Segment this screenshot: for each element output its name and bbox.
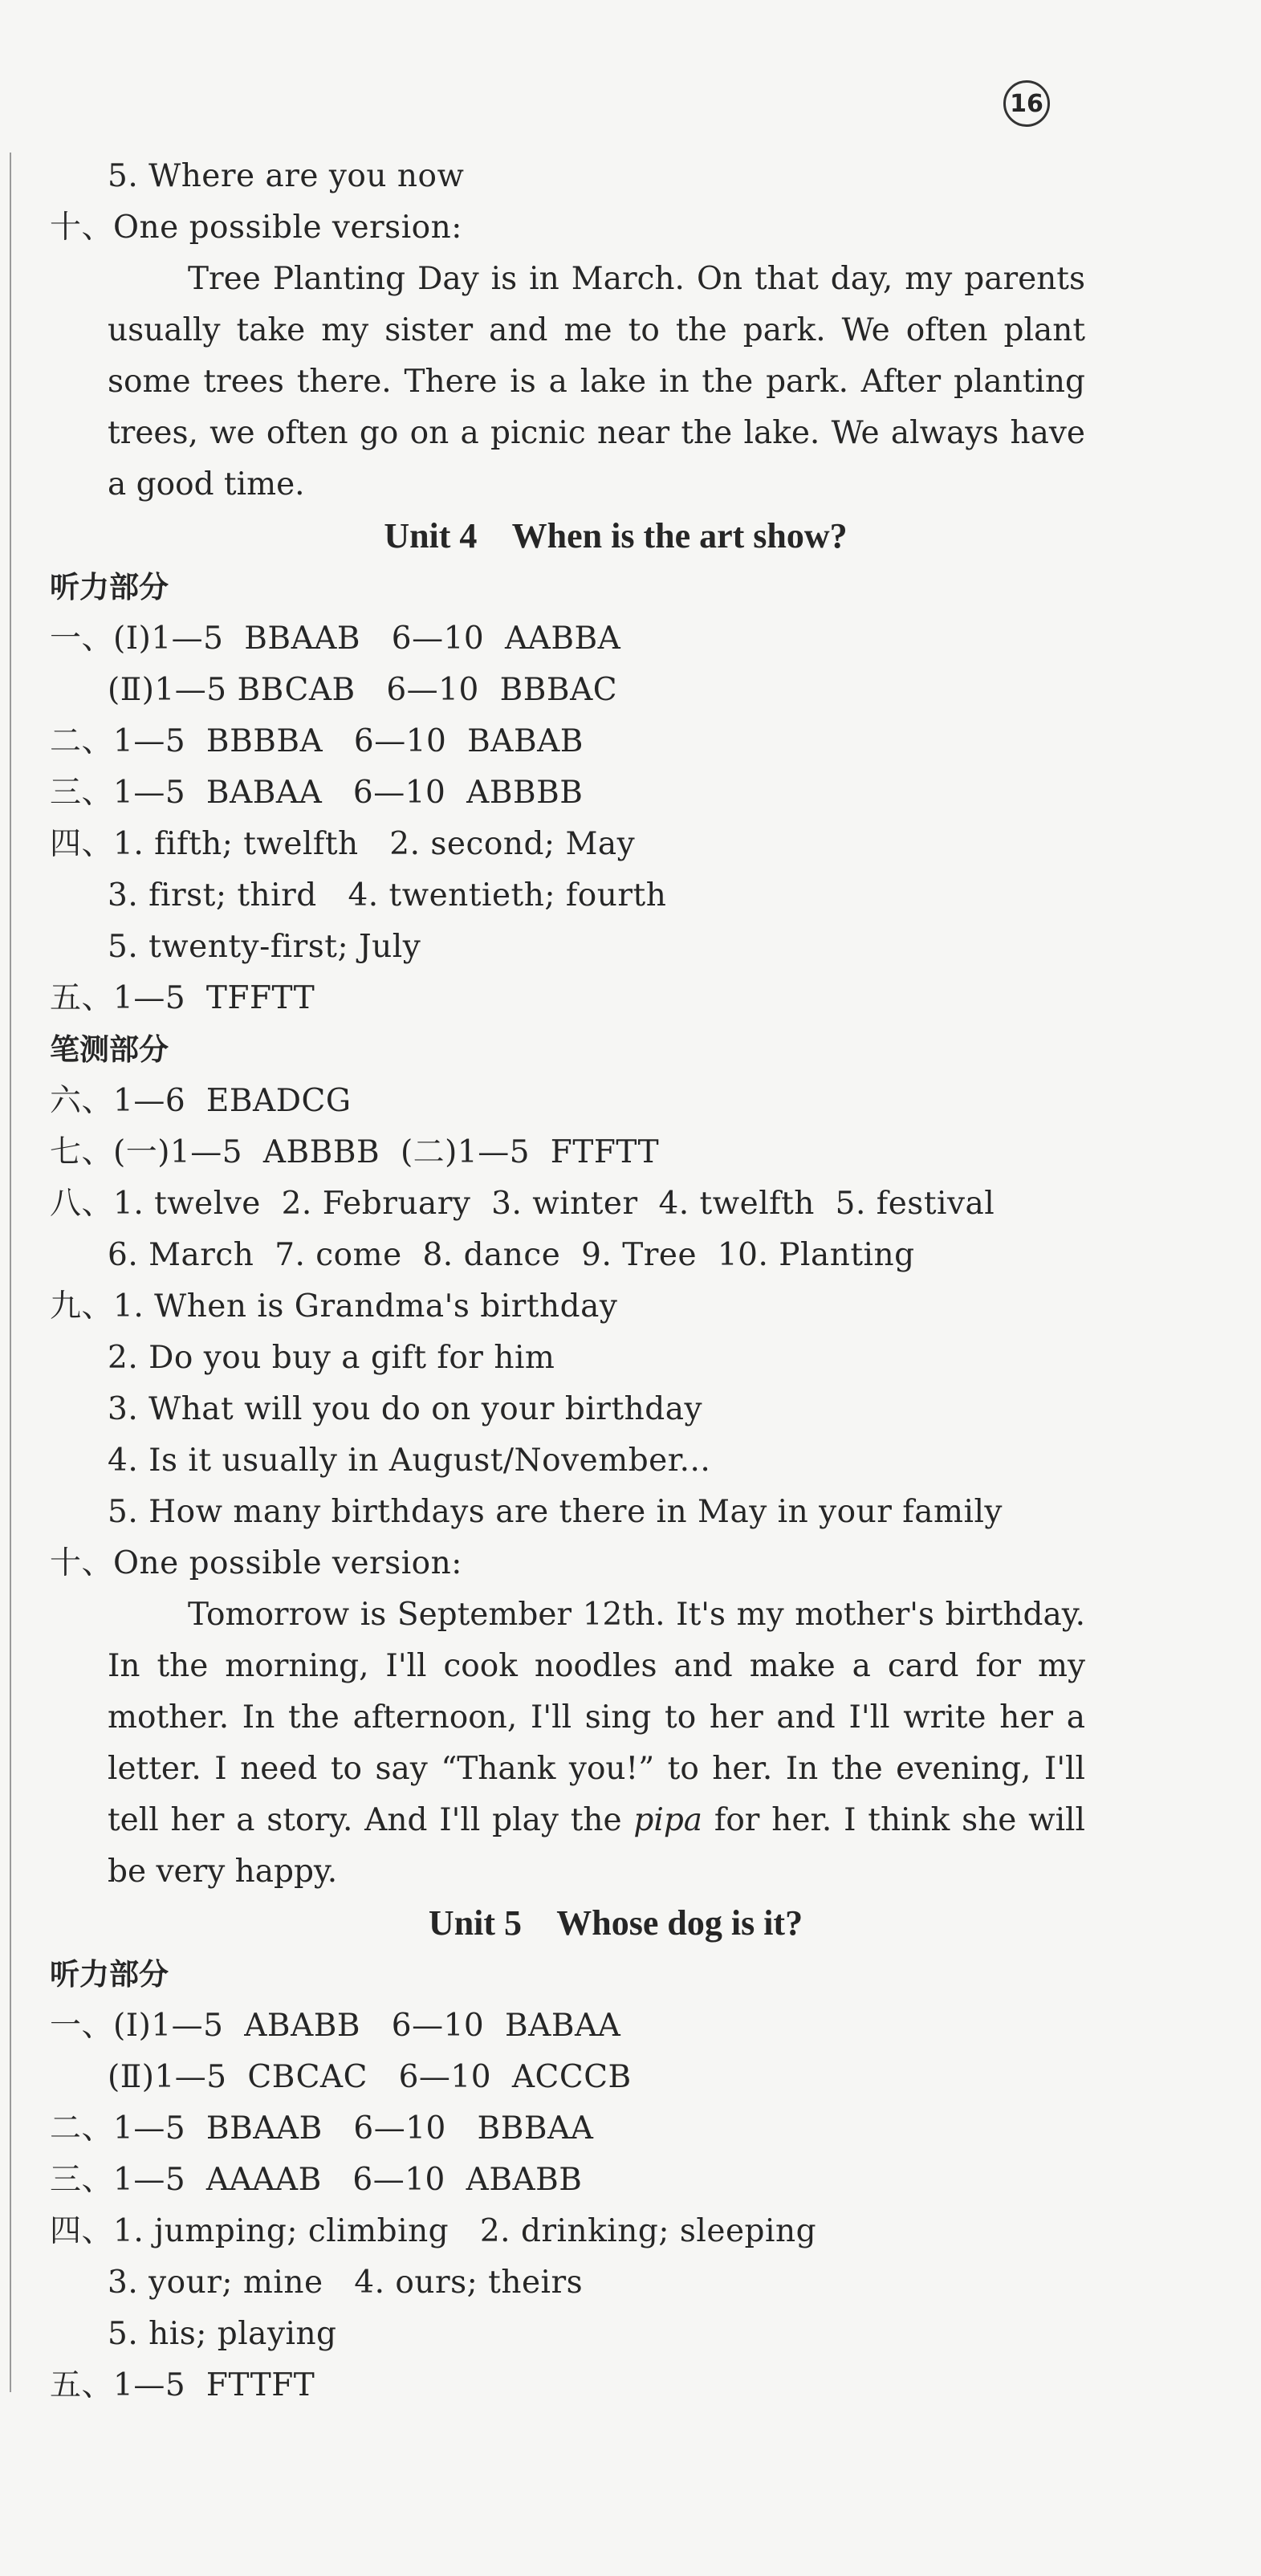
unit-4-title: Unit 4 When is the art show? — [384, 516, 848, 555]
essay-italic-word: pipa — [633, 1802, 703, 1838]
answer-content — [50, 151, 1085, 2411]
answer-line: 5. twenty-first; July — [108, 929, 421, 965]
essay-text-part: Tomorrow is September 12th. It's my mother's birthday. In the morning, I'll cook noodles and make a card for my mother. In the afternoon, I'll sing to her and I'll write her a letter. I need to say “Thank you!” to her. In the evening, I'll tell her a story. And I'll play the — [108, 1597, 1085, 1838]
answer-line: 八、1. twelve 2. February 3. winter 4. twelfth 5. festival — [50, 1186, 995, 1222]
answer-line: 四、1. fifth; twelfth 2. second; May — [50, 826, 636, 862]
answer-line: 3. first; third 4. twentieth; fourth — [108, 877, 667, 914]
answer-line: 二、1—5 BBAAB 6—10 BBBAA — [50, 2110, 594, 2147]
answer-line: 六、1—6 EBADCG — [50, 1083, 352, 1119]
answer-line: 一、(Ⅰ)1—5 BBAAB 6—10 AABBA — [50, 621, 621, 657]
answer-line: 七、(一)1—5 ABBBB (二)1—5 FTFTT — [50, 1134, 660, 1170]
answer-line: 三、1—5 AAAAB 6—10 ABABB — [50, 2162, 583, 2198]
answer-line: 5. his; playing — [108, 2316, 337, 2352]
answer-line: 四、1. jumping; climbing 2. drinking; sleeping — [50, 2213, 817, 2249]
answer-line: (Ⅱ)1—5 BBCAB 6—10 BBBAC — [108, 672, 618, 708]
answer-line: 九、1. When is Grandma's birthday — [50, 1288, 618, 1325]
writing-label: 十、One possible version: — [50, 210, 462, 246]
page-number-badge — [1003, 80, 1050, 127]
answer-line: 三、1—5 BABAA 6—10 ABBBB — [50, 775, 584, 811]
answer-line: 3. What will you do on your birthday — [108, 1391, 702, 1427]
answer-line: 4. Is it usually in August/November... — [108, 1443, 711, 1479]
page-number: 16 — [1010, 89, 1043, 118]
answer-line: 一、(Ⅰ)1—5 ABABB 6—10 BABAA — [50, 2008, 621, 2044]
listening-heading: 听力部分 — [50, 1957, 169, 1992]
writing-label: 十、One possible version: — [50, 1545, 462, 1581]
answer-line: 五、1—5 FTTFT — [50, 2367, 315, 2403]
essay-text: Tree Planting Day is in March. On that day, my parents usually take my sister and me to the park. We often plant some trees there. There is a lake in the park. After planting trees, we often go on a picnic near the lake. We always have a good time. — [108, 261, 1085, 503]
answer-line: 5. Where are you now — [108, 158, 465, 194]
answer-line: 6. March 7. come 8. dance 9. Tree 10. Planting — [108, 1237, 915, 1273]
answer-line: 5. How many birthdays are there in May in your family — [108, 1494, 1003, 1530]
answer-line: 2. Do you buy a gift for him — [108, 1340, 555, 1376]
unit-5-title: Unit 5 Whose dog is it? — [428, 1903, 803, 1943]
answer-line: 五、1—5 TFFTT — [50, 980, 315, 1016]
sample-essay — [50, 1589, 1085, 1898]
answer-line: (Ⅱ)1—5 CBCAC 6—10 ACCCB — [108, 2059, 632, 2095]
essay-text — [108, 1589, 1085, 1898]
written-heading: 笔测部分 — [50, 1032, 169, 1067]
margin-rule — [10, 153, 11, 2392]
answer-line: 二、1—5 BBBBA 6—10 BABAB — [50, 723, 584, 759]
answer-line: 3. your; mine 4. ours; theirs — [108, 2265, 584, 2301]
sample-essay — [50, 254, 1085, 511]
essay-text-part: for her. I think she will be very happy. — [108, 1802, 1085, 1890]
listening-heading: 听力部分 — [50, 570, 169, 604]
